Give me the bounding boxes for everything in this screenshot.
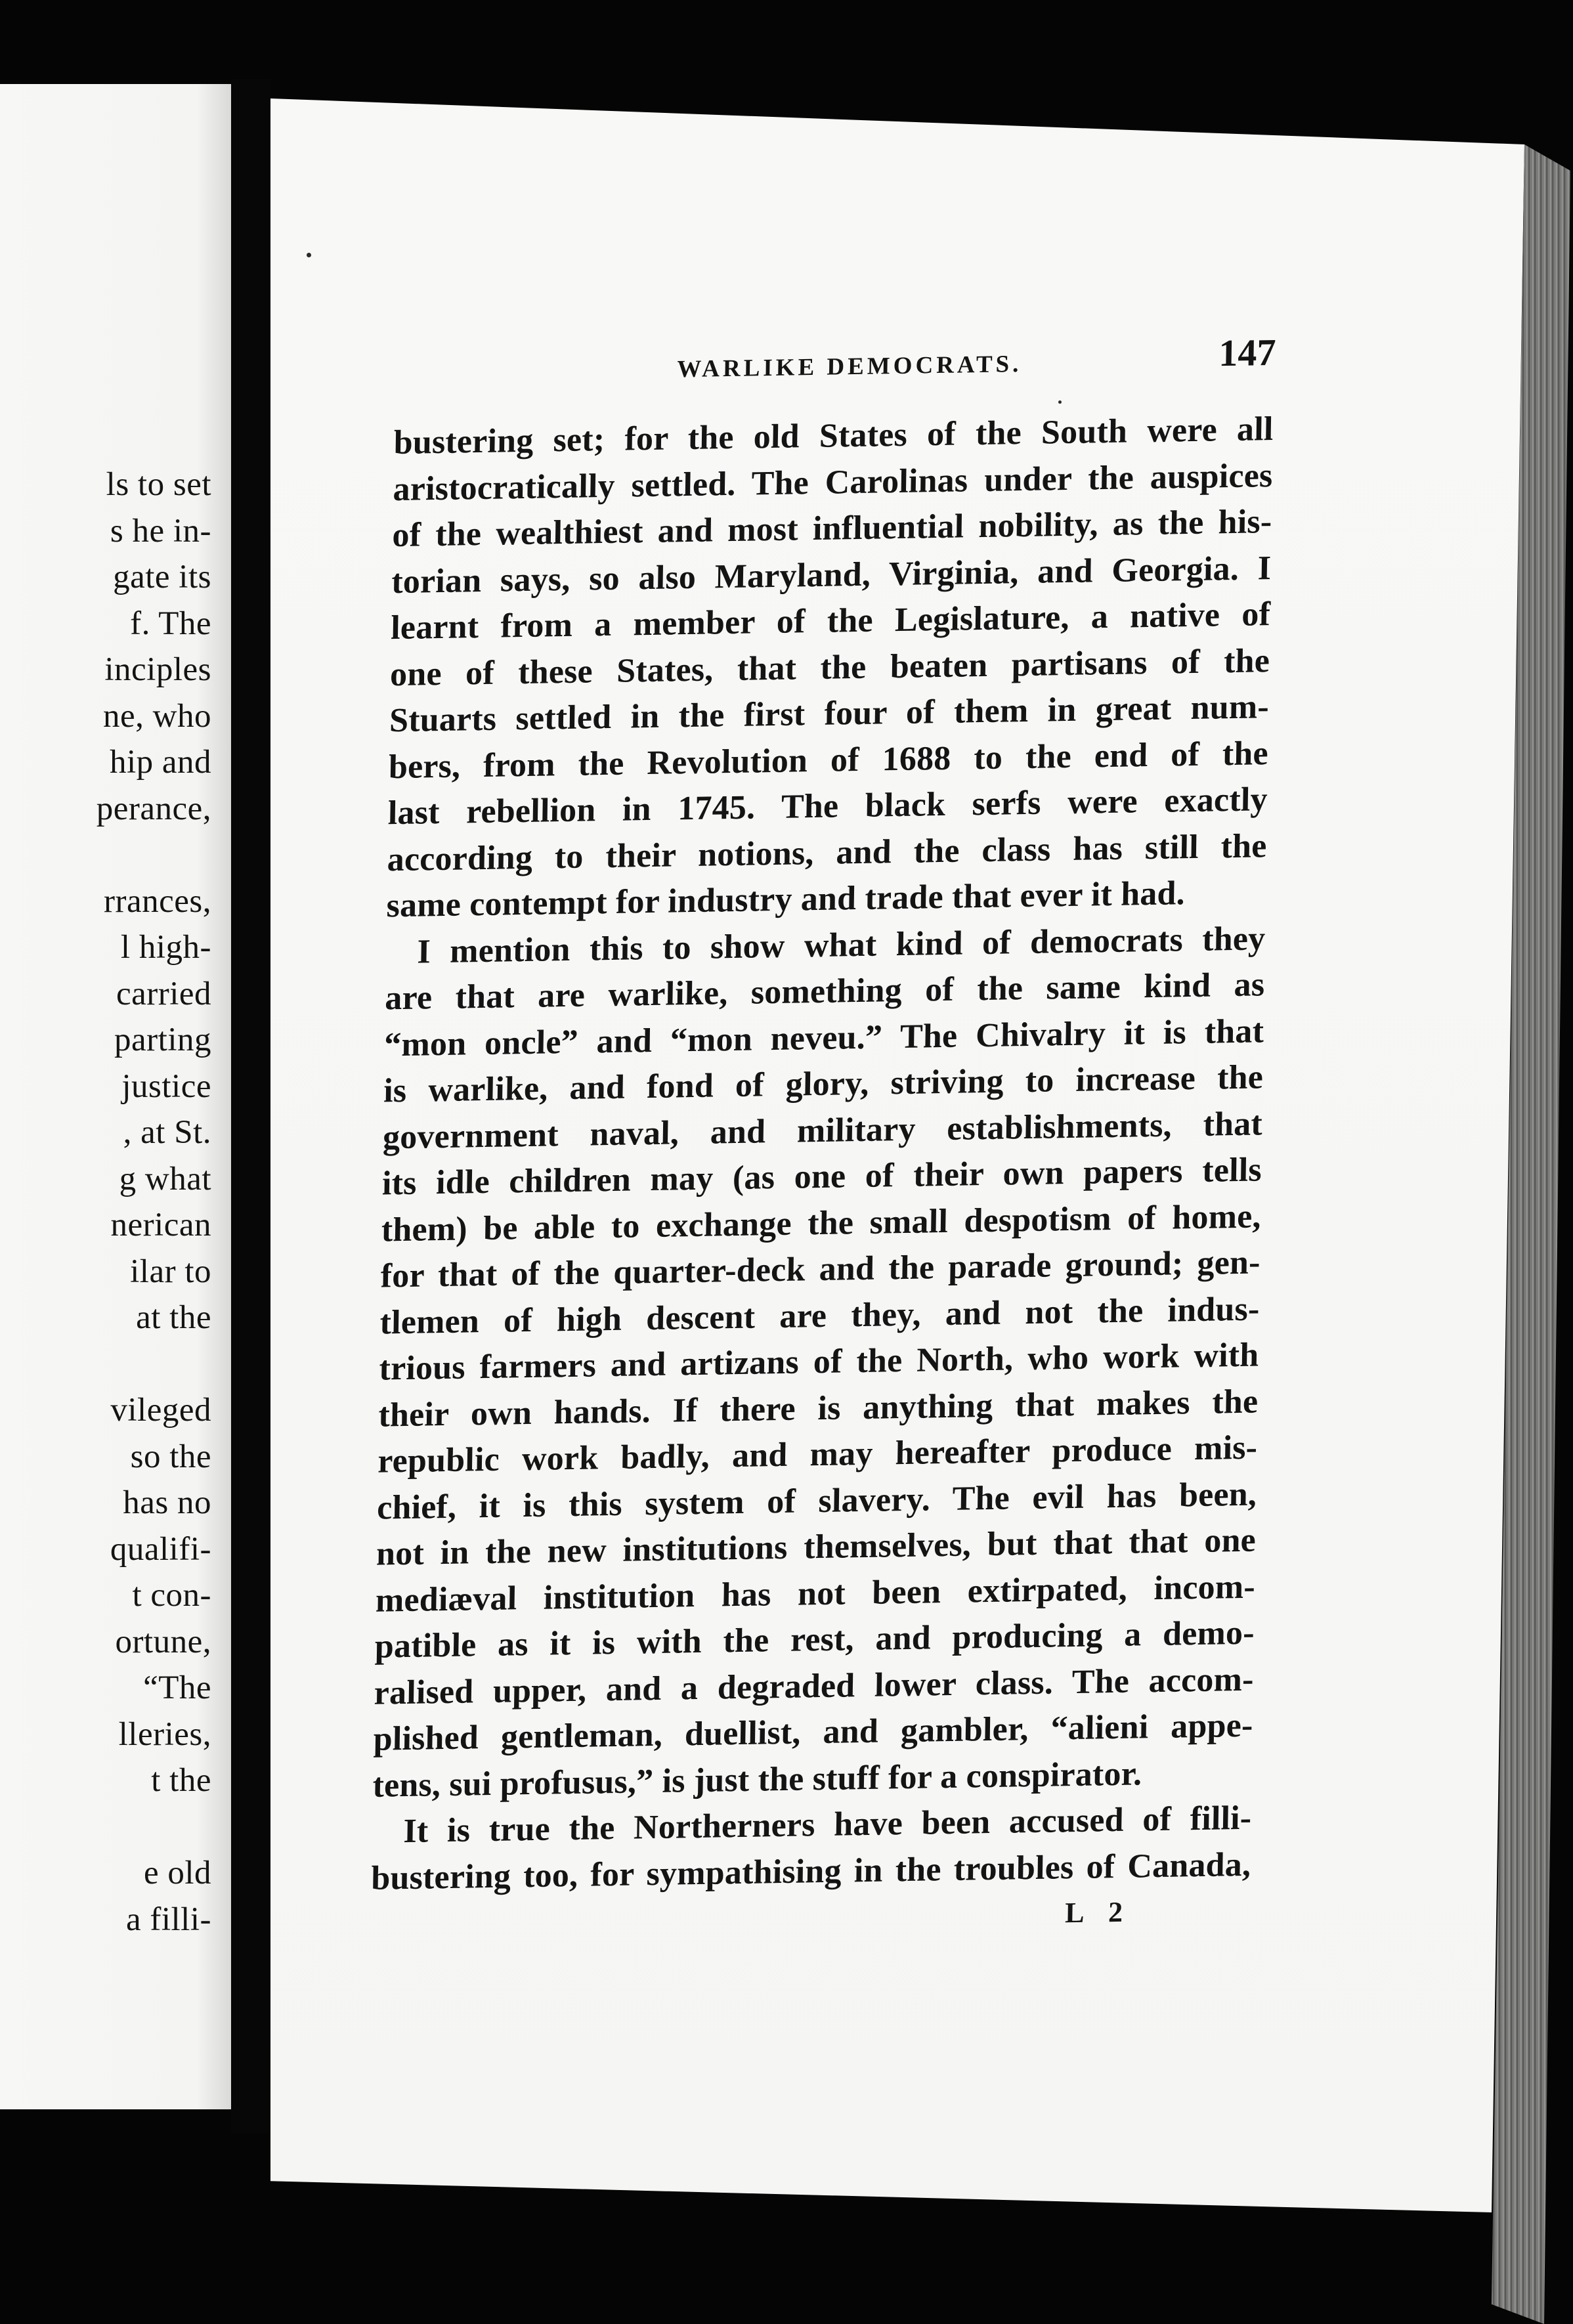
text-line: Stuarts settled in the first four of them in great num- (389, 688, 1270, 740)
previous-page (0, 84, 231, 2109)
previous-page-line: , at St. (123, 1114, 211, 1151)
text-line: are that are warlike, something of the same kind as (384, 966, 1265, 1018)
text-line: It is true the Northerners have been accused of filli- (403, 1799, 1252, 1851)
previous-page-line: rrances, (104, 882, 211, 920)
text-line: I mention this to show what kind of democrats they (417, 919, 1266, 971)
body-text (371, 406, 1274, 1902)
text-line: them) be able to exchange the small despotism of home, (381, 1197, 1262, 1249)
page-text-block (370, 330, 1276, 1960)
text-line: its idle children may (as one of their own papers tells (381, 1151, 1262, 1203)
previous-page-line: at the (136, 1299, 211, 1336)
previous-page-line: g what (119, 1160, 211, 1197)
previous-page-line (0, 1341, 211, 1388)
paper-speck (1058, 400, 1062, 404)
paper-speck (307, 253, 311, 257)
previous-page-line: inciples (104, 651, 211, 688)
previous-page-line: hip and (109, 744, 211, 781)
text-line: chief, it is this system of slavery. The evil has been, (376, 1475, 1257, 1527)
text-line: patible as it is with the rest, and producing a demo- (374, 1614, 1255, 1666)
book-gutter (231, 79, 270, 2134)
current-page (270, 98, 1531, 2239)
previous-page-line: a filli- (125, 1901, 211, 1938)
text-line: government naval, and military establishments, that (382, 1104, 1263, 1156)
text-line: their own hands. If there is anything that makes the (378, 1383, 1259, 1434)
page-number: 147 (1218, 330, 1276, 375)
previous-page-line: justice (121, 1067, 211, 1105)
previous-page-line: ne, who (103, 697, 211, 735)
text-line: same contempt for industry and trade that ever it had. (386, 874, 1186, 925)
previous-page-text (0, 462, 211, 1943)
previous-page-line: nerican (110, 1207, 211, 1243)
previous-page-line: perance, (96, 790, 211, 827)
text-line: tens, sui profusus,” is just the stuff for a conspirator. (372, 1754, 1142, 1805)
text-line: is warlike, and fond of glory, striving to increase the (383, 1058, 1264, 1110)
text-line: ralised upper, and a degraded lower class. The accom- (374, 1660, 1255, 1712)
text-line: mediæval institution has not been extirpated, incom- (375, 1568, 1256, 1620)
text-line: “mon oncle” and “mon neveu.” The Chivalry it is that (383, 1012, 1264, 1064)
previous-page-line (0, 1804, 211, 1851)
previous-page-line: lleries, (118, 1715, 211, 1753)
previous-page-line: qualifi- (110, 1530, 211, 1568)
text-line: according to their notions, and the class has still the (387, 827, 1268, 878)
previous-page-line: carried (116, 975, 211, 1012)
running-head (394, 330, 1276, 420)
text-line: plished gentleman, duellist, and gambler, “alieni appe- (373, 1706, 1253, 1758)
previous-page-line: “The (143, 1669, 211, 1706)
text-line: of the wealthiest and most influential nobility, as the his- (392, 503, 1272, 555)
previous-page-line: ortune, (115, 1623, 211, 1660)
text-line: tlemen of high descent are they, and not the indus- (379, 1289, 1260, 1342)
text-line: trious farmers and artizans of the North, who work with (379, 1336, 1259, 1388)
previous-page-line: f. The (130, 605, 211, 642)
text-line: not in the new institutions themselves, but that that one (376, 1521, 1257, 1573)
previous-page-line: e old (143, 1855, 211, 1891)
text-line: learnt from a member of the Legislature, a native of (390, 595, 1271, 647)
text-line: for that of the quarter-deck and the parade ground; gen- (380, 1243, 1261, 1295)
previous-page-line: s he in- (110, 512, 211, 549)
text-line: torian says, so also Maryland, Virginia, and Georgia. I (391, 549, 1272, 601)
previous-page-line: parting (114, 1022, 211, 1058)
text-line: bustering too, for sympathising in the troubles of Canada, (370, 1845, 1251, 1897)
text-line: bers, from the Revolution of 1688 to the end of the (388, 734, 1269, 786)
previous-page-line: vileged (110, 1392, 211, 1429)
text-line: one of these States, that the beaten partisans of the (389, 641, 1270, 693)
previous-page-line: has no (123, 1484, 211, 1521)
running-title: WARLIKE DEMOCRATS. (677, 351, 1022, 383)
previous-page-line: t the (151, 1762, 211, 1799)
signature-mark: L 2 (1064, 1895, 1132, 1929)
text-line: last rebellion in 1745. The black serfs were exactly (387, 781, 1268, 832)
previous-page-line: t con- (132, 1577, 211, 1614)
previous-page-line: ls to set (106, 466, 211, 503)
previous-page-line: so the (130, 1438, 211, 1475)
previous-page-line: l high- (120, 929, 211, 966)
text-line: aristocratically settled. The Carolinas under the auspices (393, 456, 1273, 508)
text-line: bustering set; for the old States of the South were all (393, 410, 1274, 462)
previous-page-line: gate its (113, 559, 211, 595)
previous-page-line (0, 832, 211, 878)
previous-page-line: ilar to (130, 1253, 211, 1290)
text-line: republic work badly, and may hereafter produce mis- (377, 1429, 1258, 1480)
